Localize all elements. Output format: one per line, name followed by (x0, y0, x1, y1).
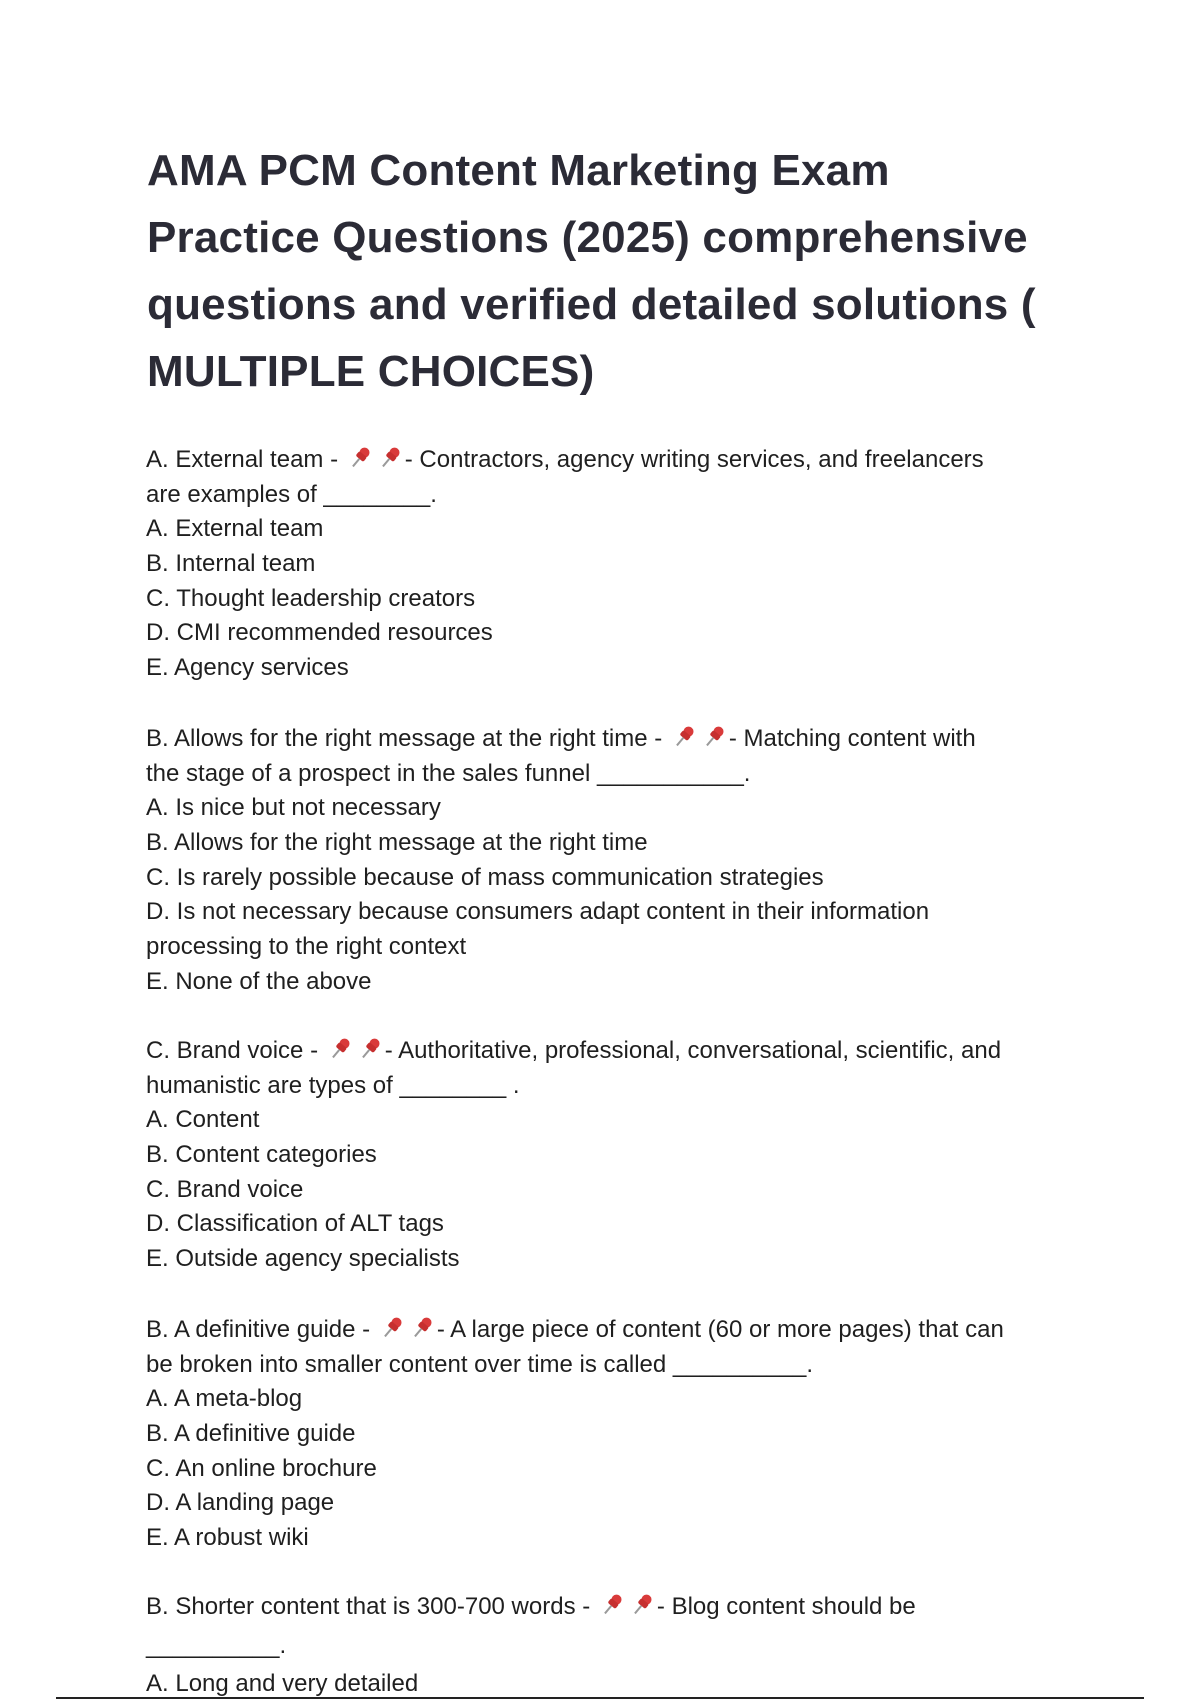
question-stem (146, 722, 1106, 757)
stem-text: - Authoritative, professional, conversational, scientific, and (384, 1037, 1002, 1064)
option: A. Long and very detailed (146, 1670, 419, 1698)
title-line: MULTIPLE CHOICES) (147, 347, 595, 396)
pushpin-icon (597, 1592, 627, 1618)
pushpin-icon (669, 724, 699, 750)
pushpin-icon (325, 1036, 355, 1062)
option: C. Brand voice (146, 1175, 304, 1203)
option: B. Content categories (146, 1141, 377, 1169)
pushpin-icon (407, 1315, 437, 1341)
option: B. Allows for the right message at the right time (146, 829, 648, 857)
option: E. A robust wiki (146, 1524, 309, 1552)
title-line: AMA PCM Content Marketing Exam (147, 146, 890, 195)
option: A. A meta-blog (146, 1385, 303, 1413)
option: D. Is not necessary because consumers adapt content in their information (146, 898, 930, 926)
answer-text: B. Shorter content that is 300-700 words - (146, 1593, 597, 1620)
answer-text: C. Brand voice - (146, 1037, 325, 1064)
option-continuation: processing to the right context (146, 933, 467, 961)
page-bottom-rule (56, 1697, 1144, 1699)
stem-text: - Contractors, agency writing services, and freelancers (404, 446, 984, 473)
option: B. A definitive guide (146, 1420, 356, 1448)
pushpin-icon (355, 1036, 385, 1062)
question-stem (146, 1034, 1106, 1069)
option: A. Content (146, 1106, 260, 1134)
stem-continuation: the stage of a prospect in the sales funnel ___________. (146, 759, 751, 787)
pushpin-icon (375, 445, 405, 471)
option: C. Thought leadership creators (146, 584, 476, 612)
option: C. Is rarely possible because of mass communication strategies (146, 863, 824, 891)
answer-text: B. Allows for the right message at the right time - (146, 725, 669, 752)
option: D. A landing page (146, 1489, 335, 1517)
answer-text: B. A definitive guide - (146, 1316, 377, 1343)
question-stem (146, 1590, 1106, 1625)
title-line: questions and verified detailed solutions ( (147, 280, 1036, 329)
pushpin-icon (377, 1315, 407, 1341)
stem-continuation: humanistic are types of ________ . (146, 1071, 520, 1099)
option: B. Internal team (146, 550, 316, 578)
question-stem (146, 443, 1106, 478)
option: A. External team (146, 515, 324, 543)
pushpin-icon (699, 724, 729, 750)
document-title (147, 137, 1107, 405)
question-3 (146, 1034, 1106, 1277)
question-2 (146, 722, 1106, 1000)
stem-continuation: are examples of ________. (146, 480, 437, 508)
answer-text: A. External team - (146, 446, 345, 473)
question-stem (146, 1313, 1106, 1348)
option: A. Is nice but not necessary (146, 794, 441, 822)
stem-text: - Blog content should be (656, 1593, 916, 1620)
option: D. Classification of ALT tags (146, 1210, 444, 1238)
stem-text: - A large piece of content (60 or more pages) that can (436, 1316, 1004, 1343)
question-1 (146, 443, 1106, 686)
option: E. None of the above (146, 967, 372, 995)
option: E. Agency services (146, 654, 349, 682)
option: C. An online brochure (146, 1454, 377, 1482)
pushpin-icon (627, 1592, 657, 1618)
pushpin-icon (345, 445, 375, 471)
stem-continuation: be broken into smaller content over time is called __________. (146, 1350, 814, 1378)
stem-continuation: __________. (146, 1631, 287, 1659)
title-line: Practice Questions (2025) comprehensive (147, 213, 1028, 262)
question-4 (146, 1313, 1106, 1556)
option: E. Outside agency specialists (146, 1245, 460, 1273)
question-5 (146, 1590, 1106, 1702)
stem-text: - Matching content with (728, 725, 976, 752)
option: D. CMI recommended resources (146, 619, 493, 647)
